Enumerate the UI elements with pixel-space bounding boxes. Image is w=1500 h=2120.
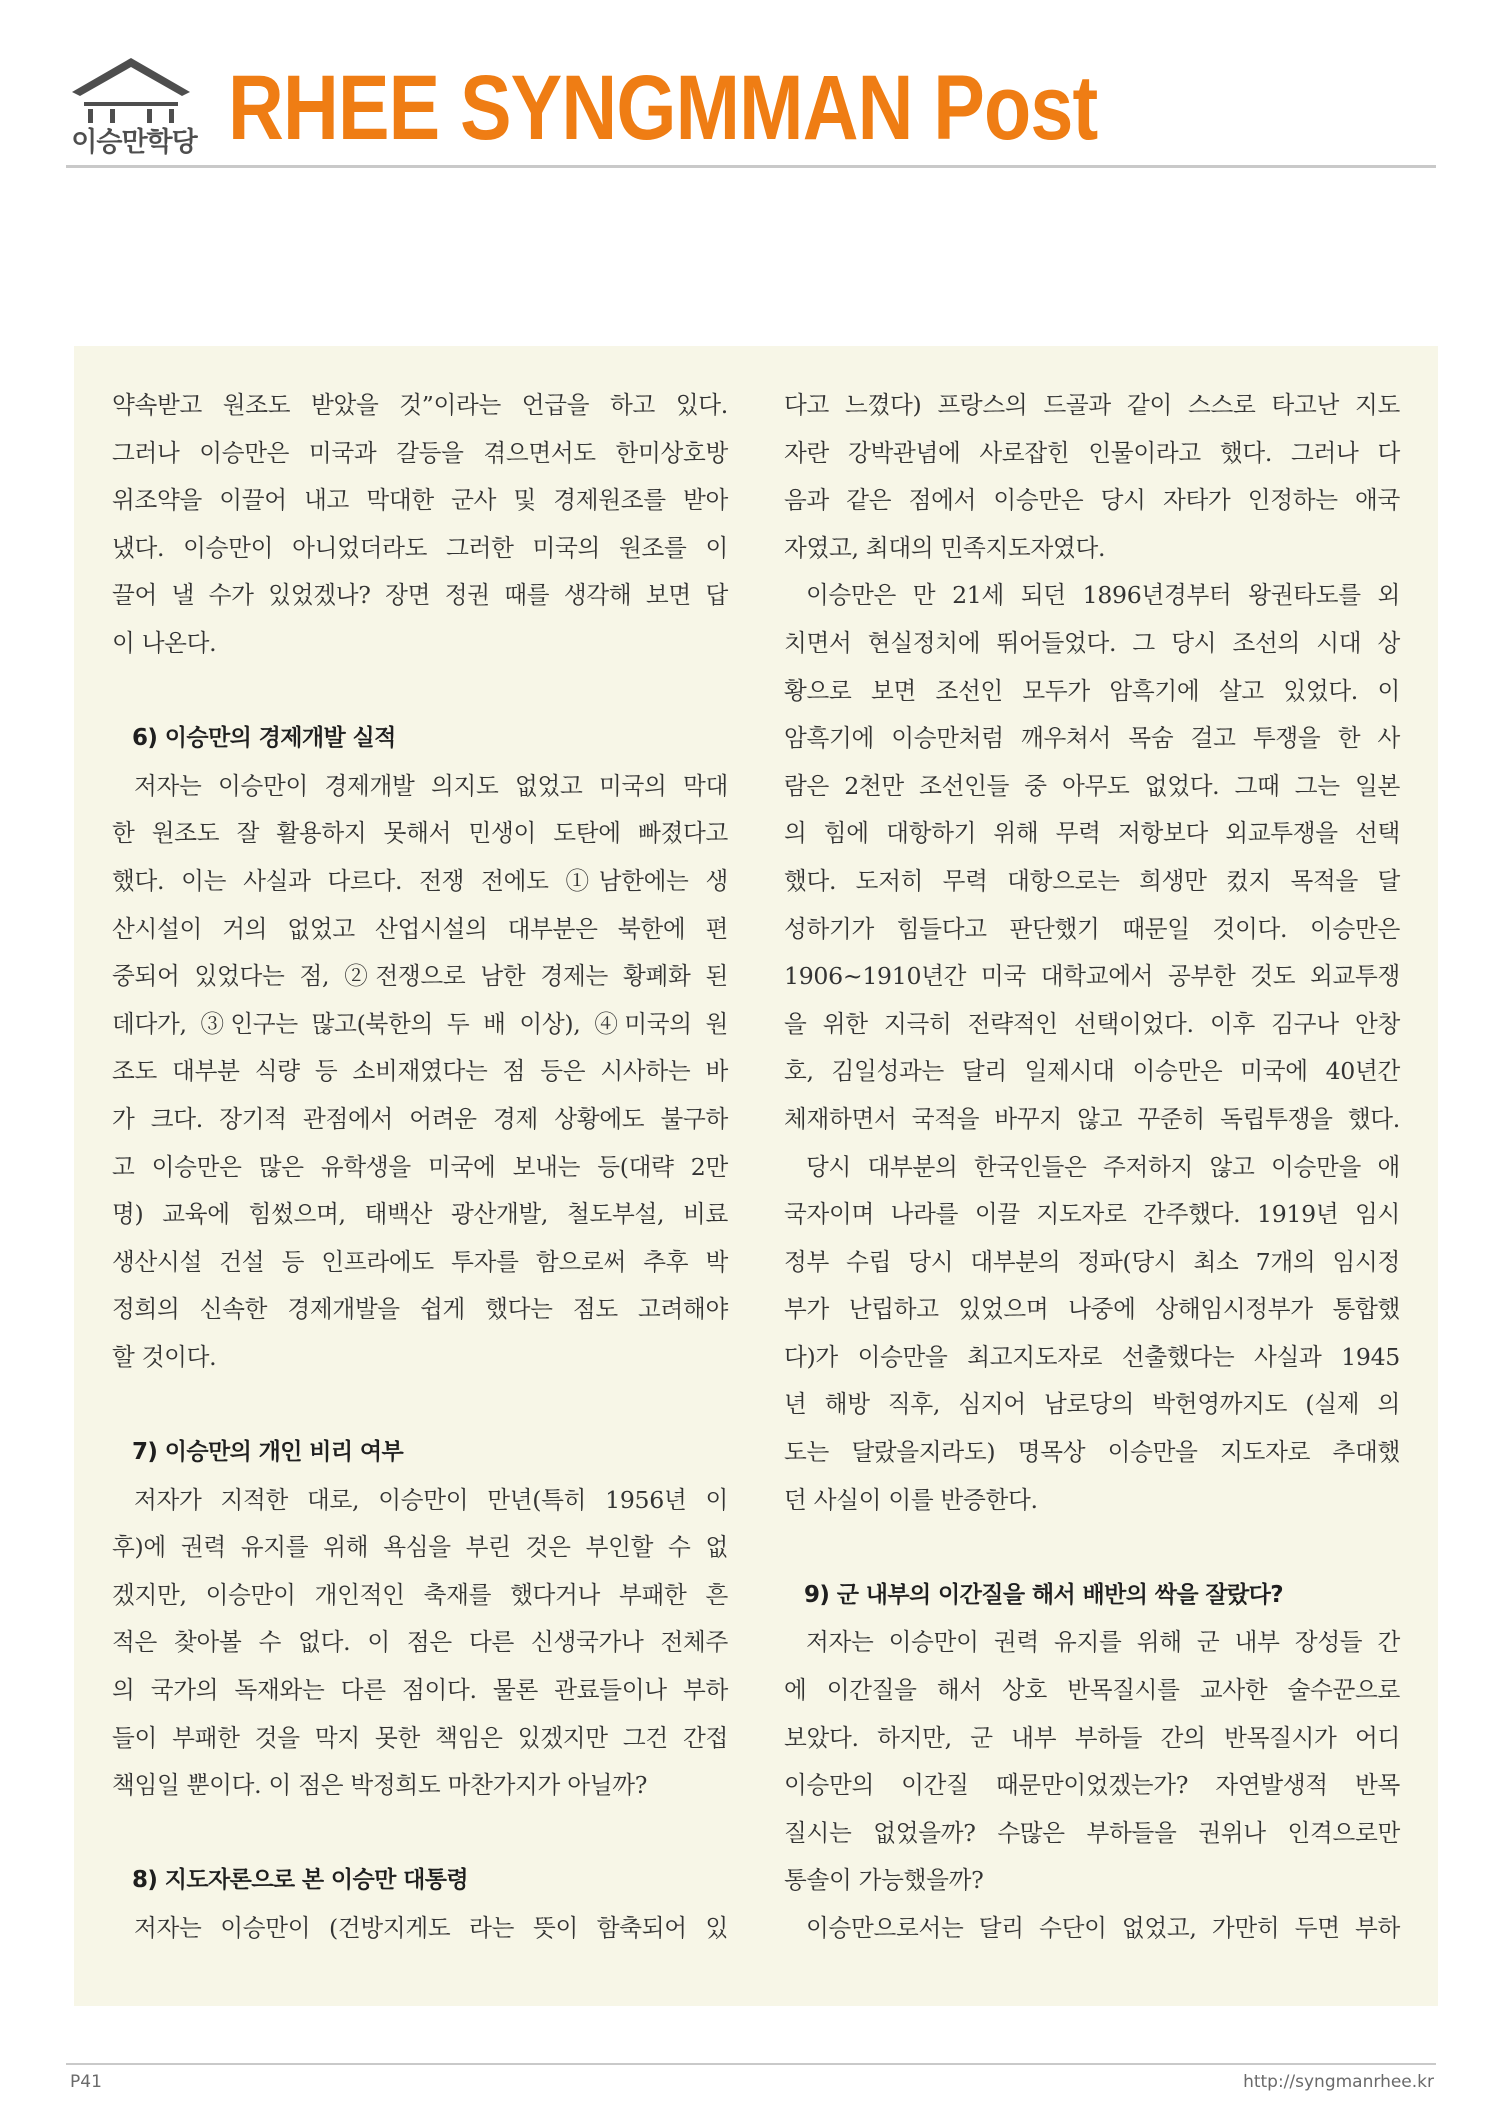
text-line: 할 것이다. <box>112 1342 217 1371</box>
site-url[interactable]: http://syngmanrhee.kr <box>1243 2072 1434 2092</box>
text-line: 했다. 도저히 무력 대항으로는 희생만 컸지 목적을 달 <box>784 866 1400 895</box>
text-line: 데다가, ③인구는 많고(북한의 두 배 이상), ④미국의 원 <box>112 1009 728 1038</box>
text-line: 가 크다. 장기적 관점에서 어려운 경제 상황에도 불구하 <box>112 1104 728 1133</box>
text-line: 산시설이 거의 없었고 산업시설의 대부분은 북한에 편 <box>112 914 728 943</box>
right-column <box>784 382 1400 1953</box>
text-line: 겠지만, 이승만이 개인적인 축재를 했다거나 부패한 흔 <box>112 1580 728 1609</box>
text-line: 약속받고 원조도 받았을 것”이라는 언급을 하고 있다. <box>112 391 728 419</box>
text-line: 저자는 이승만이 경제개발 의지도 없었고 미국의 막대 <box>134 771 728 800</box>
text-line: 1906~1910년간 미국 대학교에서 공부한 것도 외교투쟁 <box>784 962 1400 991</box>
text-line: 다)가 이승만을 최고지도자로 선출했다는 사실과 1945 <box>784 1342 1400 1371</box>
text-line: 던 사실이 이를 반증한다. <box>784 1485 1038 1514</box>
text-line: 저자가 지적한 대로, 이승만이 만년(특히 1956년 이 <box>134 1485 728 1514</box>
text-line: 정희의 신속한 경제개발을 쉽게 했다는 점도 고려해야 <box>112 1295 728 1324</box>
section-heading: 8) 지도자론으로 본 이승만 대통령 <box>132 1867 468 1894</box>
text-line: 치면서 현실정치에 뛰어들었다. 그 당시 조선의 시대 상 <box>784 628 1400 657</box>
text-line: 부가 난립하고 있었으며 나중에 상해임시정부가 통합했 <box>784 1295 1400 1324</box>
section-heading: 9) 군 내부의 이간질을 해서 배반의 싹을 잘랐다? <box>804 1581 1284 1608</box>
text-line: 성하기가 힘들다고 판단했기 때문일 것이다. 이승만은 <box>784 914 1400 943</box>
text-line: 이승만은 만 21세 되던 1896년경부터 왕권타도를 외 <box>806 581 1400 610</box>
text-line: 년 해방 직후, 심지어 남로당의 박헌영까지도 (실제 의 <box>784 1390 1400 1419</box>
text-line: 했다. 이는 사실과 다르다. 전쟁 전에도 ①남한에는 생 <box>112 866 728 895</box>
page-header <box>66 46 1436 164</box>
text-line: 황으로 보면 조선인 모두가 암흑기에 살고 있었다. 이 <box>784 676 1400 705</box>
text-line: 한 원조도 잘 활용하지 못해서 민생이 도탄에 빠졌다고 <box>112 819 728 848</box>
header-divider <box>66 165 1436 168</box>
text-line: 고 이승만은 많은 유학생을 미국에 보내는 등(대략 2만 <box>112 1152 728 1181</box>
text-line: 통솔이 가능했을까? <box>784 1866 984 1895</box>
text-line: 음과 같은 점에서 이승만은 당시 자타가 인정하는 애국 <box>784 486 1400 515</box>
article-body <box>74 346 1438 2006</box>
text-line: 자였고, 최대의 민족지도자였다. <box>784 533 1106 562</box>
text-line: 당시 대부분의 한국인들은 주저하지 않고 이승만을 애 <box>806 1152 1400 1181</box>
text-line: 보았다. 하지만, 군 내부 부하들 간의 반목질시가 어디 <box>784 1723 1400 1752</box>
text-line: 의 국가의 독재와는 다른 점이다. 물론 관료들이나 부하 <box>112 1676 728 1705</box>
text-line: 자란 강박관념에 사로잡힌 인물이라고 했다. 그러나 다 <box>784 438 1400 467</box>
text-line: 저자는 이승만이 권력 유지를 위해 군 내부 장성들 간 <box>806 1628 1400 1657</box>
text-line: 적은 찾아볼 수 없다. 이 점은 다른 신생국가나 전체주 <box>112 1628 728 1657</box>
text-line: 호, 김일성과는 달리 일제시대 이승만은 미국에 40년간 <box>784 1057 1400 1086</box>
section-heading: 6) 이승만의 경제개발 실적 <box>132 725 396 752</box>
text-line: 의 힘에 대항하기 위해 무력 저항보다 외교투쟁을 선택 <box>784 819 1400 848</box>
text-line: 위조약을 이끌어 내고 막대한 군사 및 경제원조를 받아 <box>112 486 728 515</box>
text-line: 냈다. 이승만이 아니었더라도 그러한 미국의 원조를 이 <box>112 533 728 562</box>
text-line: 후)에 권력 유지를 위해 욕심을 부린 것은 부인할 수 없 <box>112 1533 728 1562</box>
text-line: 람은 2천만 조선인들 중 아무도 없었다. 그때 그는 일본 <box>784 771 1400 800</box>
text-line: 이 나온다. <box>112 628 217 657</box>
text-line: 이승만으로서는 달리 수단이 없었고, 가만히 두면 부하 <box>806 1914 1400 1942</box>
masthead-title: RHEE SYNGMMAN Post <box>228 57 1098 159</box>
logo-text: 이승만학당 <box>71 127 197 158</box>
text-line: 국자이며 나라를 이끌 지도자로 간주했다. 1919년 임시 <box>784 1200 1400 1229</box>
text-line: 체재하면서 국적을 바꾸지 않고 꾸준히 독립투쟁을 했다. <box>784 1104 1400 1133</box>
paragraph-gap <box>784 1524 1400 1572</box>
text-line: 끌어 낼 수가 있었겠나? 장면 정권 때를 생각해 보면 답 <box>112 581 728 610</box>
left-column <box>112 382 728 1953</box>
text-line: 이승만의 이간질 때문만이었겠는가? 자연발생적 반목 <box>784 1771 1400 1800</box>
text-line: 을 위한 지극히 전략적인 선택이었다. 이후 김구나 안창 <box>784 1009 1400 1038</box>
text-line: 중되어 있었다는 점, ②전쟁으로 남한 경제는 황폐화 된 <box>112 962 728 991</box>
paragraph-gap <box>112 668 728 716</box>
text-line: 생산시설 건설 등 인프라에도 투자를 함으로써 추후 박 <box>112 1247 728 1276</box>
text-line: 다고 느꼈다) 프랑스의 드골과 같이 스스로 타고난 지도 <box>784 391 1400 419</box>
text-line: 책임일 뿐이다. 이 점은 박정희도 마찬가지가 아닐까? <box>112 1771 648 1800</box>
text-line: 저자는 이승만이 (건방지게도 라는 뜻이 함축되어 있 <box>134 1914 728 1942</box>
text-line: 에 이간질을 해서 상호 반목질시를 교사한 술수꾼으로 <box>784 1676 1400 1705</box>
paragraph-gap <box>112 1381 728 1429</box>
text-line: 들이 부패한 것을 막지 못한 책임은 있겠지만 그건 간접 <box>112 1723 728 1752</box>
paragraph-gap <box>112 1810 728 1858</box>
text-line: 도는 달랐을지라도) 명목상 이승만을 지도자로 추대했 <box>784 1438 1400 1467</box>
footer-divider <box>66 2063 1436 2065</box>
text-line: 그러나 이승만은 미국과 갈등을 겪으면서도 한미상호방 <box>112 438 728 467</box>
text-line: 조도 대부분 식량 등 소비재였다는 점 등은 시사하는 바 <box>112 1057 728 1086</box>
section-heading: 7) 이승만의 개인 비리 여부 <box>132 1439 404 1466</box>
text-line: 정부 수립 당시 대부분의 정파(당시 최소 7개의 임시정 <box>784 1247 1400 1276</box>
text-line: 질시는 없었을까? 수많은 부하들을 권위나 인격으로만 <box>784 1818 1400 1847</box>
text-line: 명) 교육에 힘썼으며, 태백산 광산개발, 철도부설, 비료 <box>112 1200 728 1229</box>
page-number: P41 <box>70 2072 102 2092</box>
text-line: 암흑기에 이승만처럼 깨우쳐서 목숨 걸고 투쟁을 한 사 <box>784 724 1400 753</box>
